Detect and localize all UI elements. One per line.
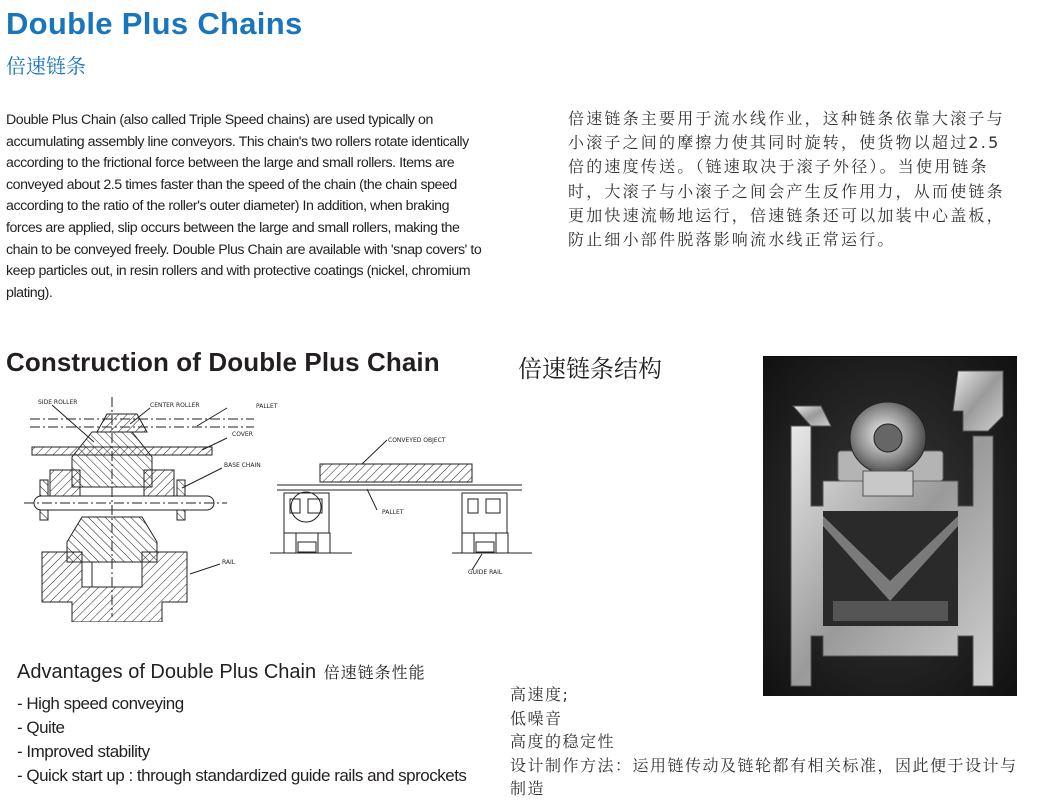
label-center-roller: CENTER ROLLER xyxy=(150,402,200,409)
advantages-list-english xyxy=(17,692,466,788)
list-item: 低噪音 xyxy=(510,708,563,728)
page-title: Double Plus Chains xyxy=(6,6,303,41)
label-pallet-system: PALLET xyxy=(382,509,404,516)
advantages-heading xyxy=(17,660,426,684)
label-side-roller: SIDE ROLLER xyxy=(38,399,78,406)
list-item: 设计制作方法：运用链传动及链轮都有相关标准，因此便于设计与制造 xyxy=(510,755,1018,798)
label-base-chain: BASE CHAIN xyxy=(224,462,261,469)
label-conveyed-object: CONVEYED OBJECT xyxy=(388,437,446,444)
construction-heading-chinese: 倍速链条结构 xyxy=(518,355,662,383)
label-guide-rail: GUIDE RAIL xyxy=(468,569,503,576)
label-pallet: PALLET xyxy=(256,403,278,410)
intro-text-english: Double Plus Chain (also called Triple Speed chains) are used typically on accumulating assembly line conveyors. This chain's two rollers rotate identically according to the frictional force between the large and small rollers. Items are conveyed about 2.5 times faster than the speed of the chain (the chain speed according to the ratio of the roller's outer diameter) In addition, when braking forces are applied, slip occurs between the large and small rollers, making the chain to be conveyed freely. Double Plus Chain are available with 'snap covers' to keep particles out, in resin rollers and with protective coatings (nickel, chromium plating). xyxy=(6,112,482,301)
list-item: 高度的稳定性 xyxy=(510,732,616,751)
label-cover: COVER xyxy=(232,431,253,438)
list-item: - Improved stability xyxy=(17,742,150,761)
list-item: - Quite xyxy=(17,718,65,737)
advantages-list-chinese xyxy=(510,683,1025,801)
construction-heading: Construction of Double Plus Chain xyxy=(6,347,440,377)
label-rail: RAIL xyxy=(222,559,236,566)
advantages-heading-english: Advantages of Double Plus Chain xyxy=(17,661,317,683)
advantages-heading-chinese: 倍速链条性能 xyxy=(323,663,426,682)
intro-text-chinese: 倍速链条主要用于流水线作业，这种链条依靠大滚子与小滚子之间的摩擦力使其同时旋转，使货物以超过2.5倍的速度传送。（链速取决于滚子外径）。当使用链条时，大滚子与小滚子之间会产生反作用力，从而使链条更加快速流畅地运行，倍速链条还可以加装中心盖板，防止细小部件脱落影响流水线正常运行。 xyxy=(568,109,1005,250)
page-subtitle: 倍速链条 xyxy=(6,54,86,78)
chain-profile-photo xyxy=(763,356,1017,696)
list-item: - Quick start up : through standardized guide rails and sprockets xyxy=(17,766,467,785)
chain-construction-diagram xyxy=(22,392,552,622)
list-item: 高速度; xyxy=(510,685,570,704)
list-item: - High speed conveying xyxy=(17,694,184,713)
